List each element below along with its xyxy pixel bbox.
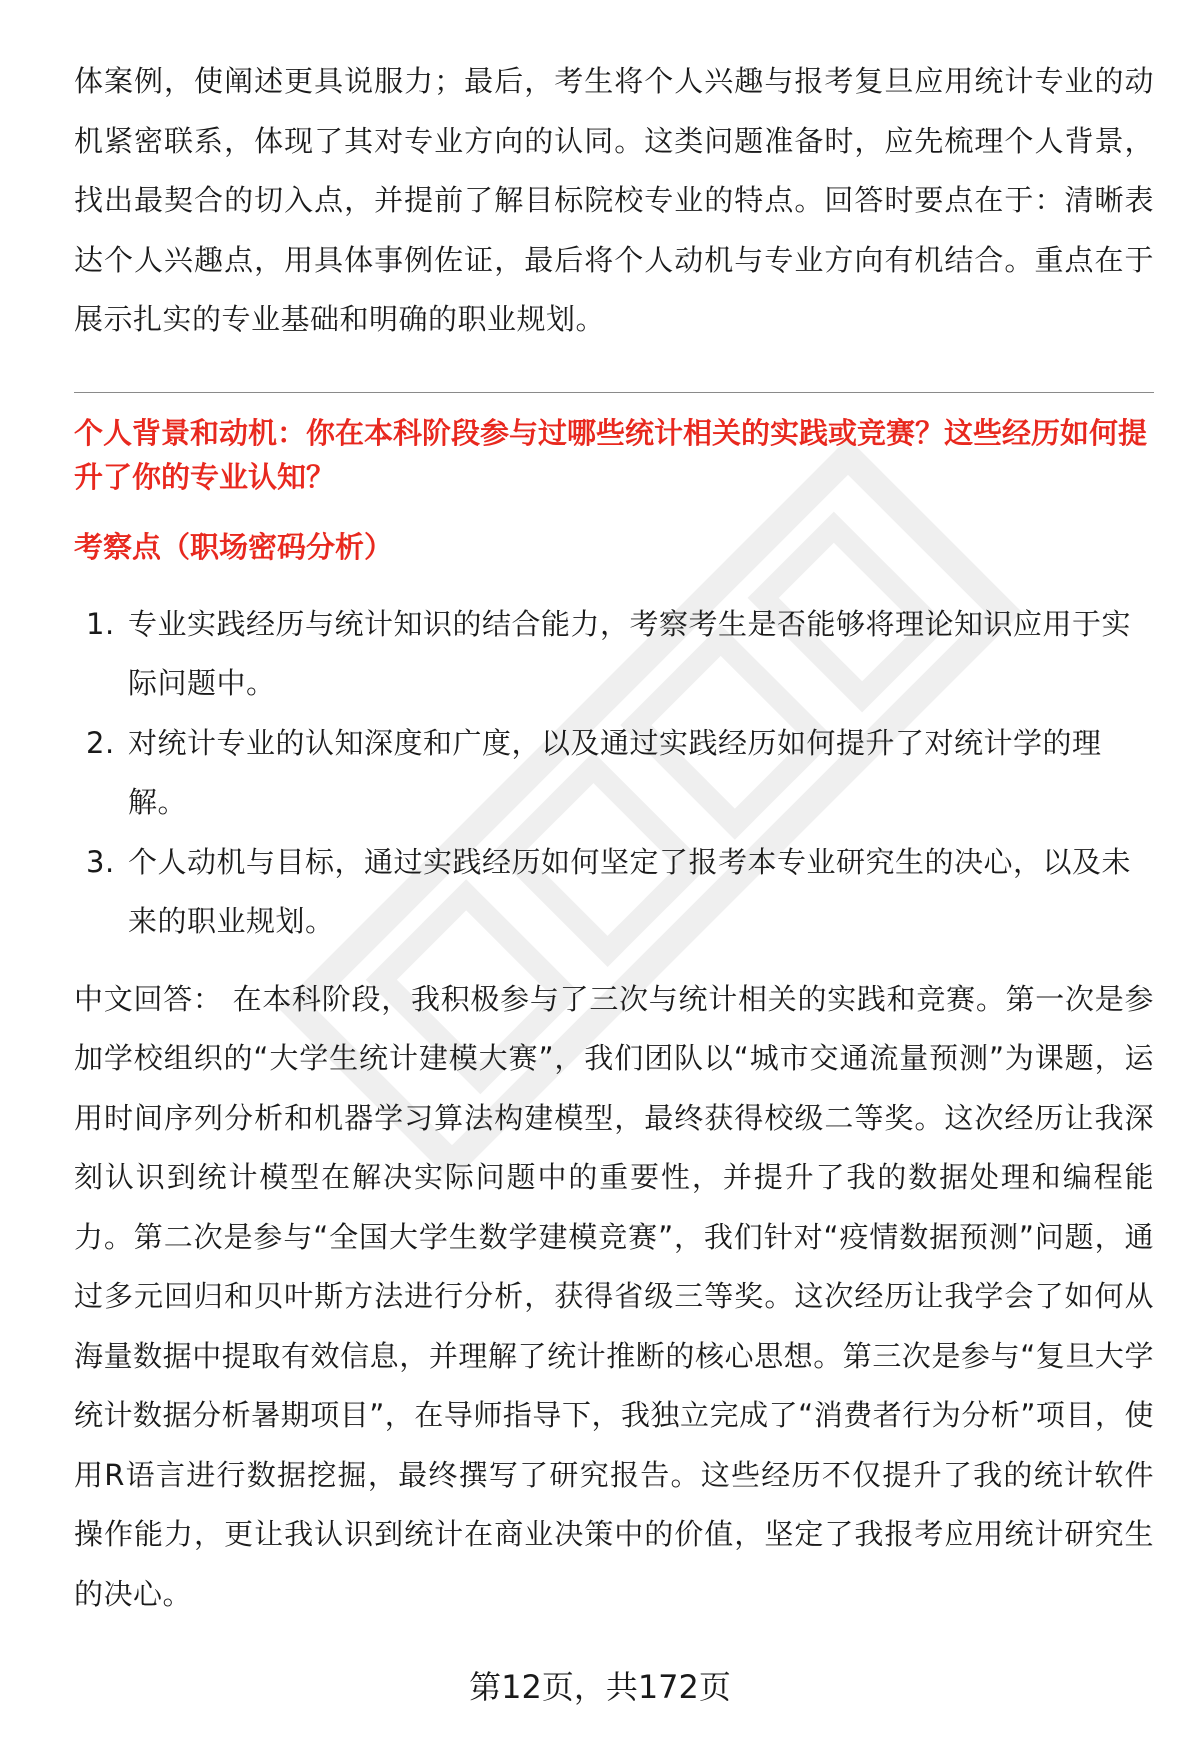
- list-item: [74, 595, 1154, 714]
- list-item: [74, 833, 1154, 952]
- question-heading: 个人背景和动机：你在本科阶段参与过哪些统计相关的实践或竞赛？这些经历如何提升了你的专业认知？: [74, 415, 1148, 494]
- list-item-text: 对统计专业的认知深度和广度，以及通过实践经历如何提升了对统计学的理解。: [128, 725, 1102, 819]
- list-item-number: 2.: [86, 725, 115, 760]
- list-item-number: 3.: [86, 844, 115, 879]
- content-area: [74, 52, 1154, 1624]
- list-item-text: 个人动机与目标，通过实践经历如何坚定了报考本专业研究生的决心，以及未来的职业规划。: [128, 844, 1132, 938]
- answer-paragraph: 中文回答： 在本科阶段，我积极参与了三次与统计相关的实践和竞赛。第一次是参加学校组织的“大学生统计建模大赛”，我们团队以“城市交通流量预测”为课题，运用时间序列分析和机器学习算法构建模型，最终获得校级二等奖。这次经历让我深刻认识到统计模型在解决实际问题中的重要性，并提升了我的数据处理和编程能力。第二次是参与“全国大学生数学建模竞赛”，我们针对“疫情数据预测”问题，通过多元回归和贝叶斯方法进行分析，获得省级三等奖。这次经历让我学会了如何从海量数据中提取有效信息，并理解了统计推断的核心思想。第三次是参与“复旦大学统计数据分析暑期项目”，在导师指导下，我独立完成了“消费者行为分析”项目，使用R语言进行数据挖掘，最终撰写了研究报告。这些经历不仅提升了我的统计软件操作能力，更让我认识到统计在商业决策中的价值，坚定了我报考应用统计研究生的决心。: [74, 981, 1154, 1611]
- list-item-number: 1.: [86, 606, 115, 641]
- intro-paragraph: 体案例，使阐述更具说服力；最后，考生将个人兴趣与报考复旦应用统计专业的动机紧密联系，体现了其对专业方向的认同。这类问题准备时，应先梳理个人背景，找出最契合的切入点，并提前了解目标院校专业的特点。回答时要点在于：清晰表达个人兴趣点，用具体事例佐证，最后将个人动机与专业方向有机结合。重点在于展示扎实的专业基础和明确的职业规划。: [74, 64, 1154, 336]
- assessment-points-heading: 考察点（职场密码分析）: [74, 529, 394, 564]
- section-divider: [74, 392, 1154, 393]
- list-item-text: 专业实践经历与统计知识的结合能力，考察考生是否能够将理论知识应用于实际问题中。: [128, 606, 1132, 700]
- assessment-points-list: [74, 595, 1154, 952]
- page-number: 第12页，共172页: [469, 1668, 731, 1706]
- list-item: [74, 714, 1154, 833]
